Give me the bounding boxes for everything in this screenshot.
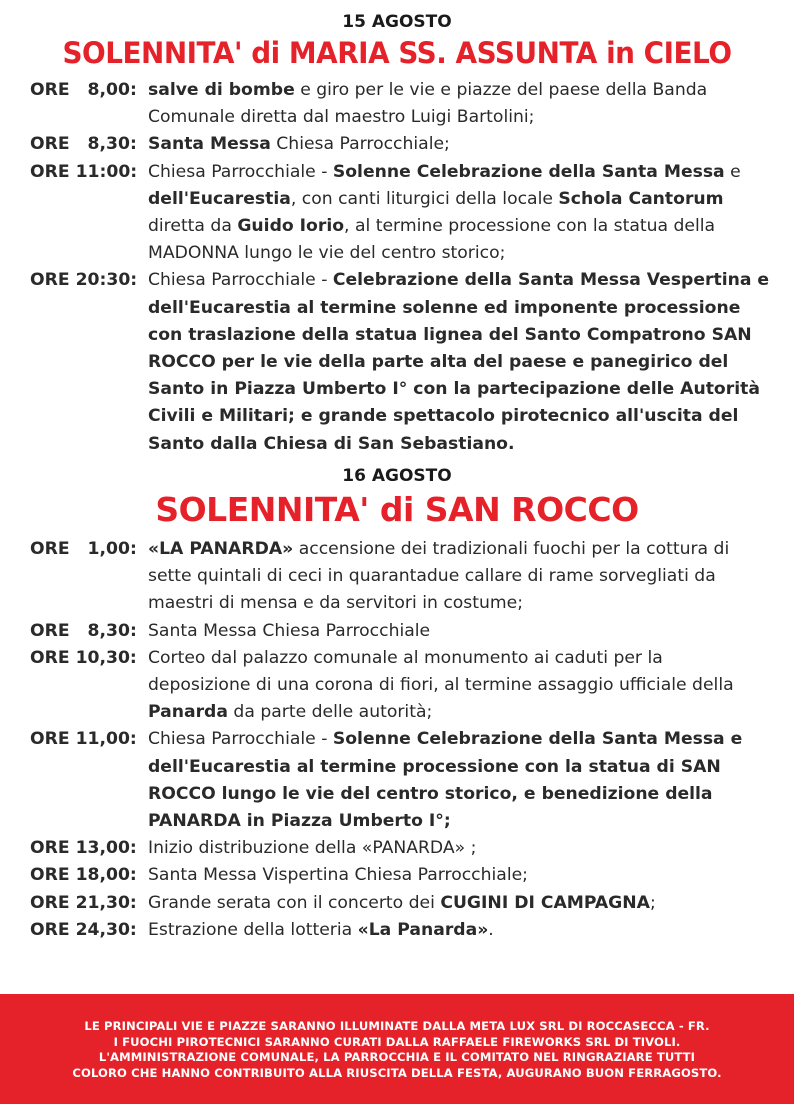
schedule-item <box>30 267 770 457</box>
description-fragment: ; <box>649 892 656 913</box>
schedule-time: ORE 20:30: <box>30 270 138 291</box>
day2-date: 16 AGOSTO <box>342 466 452 486</box>
schedule-item <box>30 835 770 862</box>
description-fragment: e giro per le vie e piazze del paese della Banda Comunale diretta dal maestro Luigi Bartolini; <box>148 80 708 128</box>
description-fragment: Santa Messa <box>148 134 271 155</box>
description-fragment: CUGINI DI CAMPAGNA <box>440 892 650 913</box>
description-fragment: Guido Iorio <box>237 216 345 237</box>
schedule-description <box>148 917 770 944</box>
description-fragment: Solenne Celebrazione della Santa Messa e dell'Eucarestia al termine processione con la statua di SAN ROCCO lungo le vie del centro storico, e benedizione della PANARDA in Piazza Umberto I°; <box>148 729 743 832</box>
day1-title: SOLENNITA' di MARIA SS. ASSUNTA in CIELO <box>62 36 732 70</box>
description-fragment: e <box>724 161 741 182</box>
description-fragment: Chiesa Parrocchiale - <box>148 270 333 291</box>
schedule-description <box>148 618 770 645</box>
description-fragment: «LA PANARDA» <box>148 539 294 559</box>
description-fragment: Grande serata con il concerto dei <box>148 892 441 913</box>
schedule-time: ORE 13,00: <box>30 838 137 859</box>
description-fragment: Inizio distribuzione della «PANARDA» ; <box>148 838 477 859</box>
schedule-description <box>148 131 770 158</box>
description-fragment: , al termine processione con la statua della MADONNA lungo le vie del centro storico; <box>148 216 716 264</box>
schedule-description <box>148 890 770 917</box>
schedule-item <box>30 726 770 835</box>
schedule-time: ORE 8,00: <box>30 80 137 100</box>
description-fragment: Santa Messa Vispertina Chiesa Parrocchiale; <box>148 865 528 886</box>
description-fragment: salve di bombe <box>148 80 295 100</box>
description-fragment: Chiesa Parrocchiale - <box>148 161 333 182</box>
schedule-item <box>30 645 770 727</box>
schedule-time: ORE 10,30: <box>30 647 137 668</box>
footer-banner <box>0 994 794 1104</box>
schedule-time: ORE 8,30: <box>30 620 137 641</box>
schedule-description <box>148 159 770 268</box>
description-fragment: Corteo dal palazzo comunale al monumento ai caduti per la deposizione di una corona di fiori, al termine assaggio ufficiale della <box>148 647 734 696</box>
schedule-item <box>30 131 770 158</box>
schedule-description <box>148 77 770 131</box>
day2-title: SOLENNITA' di SAN ROCCO <box>155 490 639 529</box>
schedule-item <box>30 862 770 889</box>
schedule-description <box>148 835 770 862</box>
description-fragment: «La Panarda» <box>357 919 489 940</box>
schedule-time: ORE 24,30: <box>30 919 137 940</box>
schedule-item <box>30 618 770 645</box>
schedule-time: ORE 1,00: <box>30 539 137 559</box>
schedule-time: ORE 8,30: <box>30 134 137 155</box>
description-fragment: dell'Eucarestia <box>148 188 291 209</box>
schedule-time: ORE 11:00: <box>30 161 138 182</box>
day1-schedule <box>30 77 770 458</box>
schedule-description <box>148 862 770 889</box>
description-fragment: Chiesa Parrocchiale - <box>148 729 333 750</box>
description-fragment: Celebrazione della Santa Messa Vespertina e dell'Eucarestia al termine solenne ed imponente processione con traslazione della statua lignea del Santo Compatrono SAN ROCCO per le vie della parte alta del paese e panegirico del Santo in Piazza Umberto I° con la partecipazione delle Autorità Civili e Militari; e grande spettacolo pirotecnico all'uscita del Santo dalla Chiesa di San Sebastiano. <box>148 270 770 454</box>
schedule-time: ORE 21,30: <box>30 892 137 913</box>
description-fragment: Panarda <box>148 702 228 723</box>
description-fragment: . <box>488 919 494 940</box>
description-fragment: Chiesa Parrocchiale; <box>270 134 450 155</box>
schedule-description <box>148 536 770 618</box>
footer-line: LE PRINCIPALI VIE E PIAZZE SARANNO ILLUMINATE DALLA META LUX SRL DI ROCCASECCA - FR. <box>84 1019 710 1033</box>
schedule-description <box>148 726 770 835</box>
description-fragment: Santa Messa Chiesa Parrocchiale <box>148 620 431 641</box>
footer-line: I FUOCHI PIROTECNICI SARANNO CURATI DALLA RAFFAELE FIREWORKS SRL DI TIVOLI. <box>113 1034 681 1049</box>
schedule-item <box>30 159 770 268</box>
description-fragment: , con canti liturgici della locale <box>290 188 559 209</box>
schedule-item <box>30 890 770 917</box>
footer-line: L'AMMINISTRAZIONE COMUNALE, LA PARROCCHIA E IL COMITATO NEL RINGRAZIARE TUTTI <box>98 1050 696 1064</box>
schedule-time: ORE 18,00: <box>30 865 137 886</box>
schedule-description <box>148 645 770 727</box>
day2-schedule <box>30 536 770 944</box>
schedule-description <box>148 267 770 457</box>
day1-date: 15 AGOSTO <box>342 12 452 32</box>
description-fragment: da parte delle autorità; <box>227 702 433 723</box>
schedule-item <box>30 77 770 131</box>
description-fragment: diretta da <box>148 216 238 237</box>
schedule-item <box>30 917 770 944</box>
description-fragment: Solenne Celebrazione della Santa Messa <box>332 161 725 182</box>
footer-line: COLORO CHE HANNO CONTRIBUITO ALLA RIUSCITA DELLA FESTA, AUGURANO BUON FERRAGOSTO. <box>72 1065 722 1080</box>
description-fragment: Estrazione della lotteria <box>148 919 358 940</box>
description-fragment: Schola Cantorum <box>558 188 724 209</box>
schedule-item <box>30 536 770 618</box>
schedule-time: ORE 11,00: <box>30 729 137 750</box>
description-fragment: accensione dei tradizionali fuochi per la cottura di sette quintali di ceci in quarantadue callare di rame sorvegliati da maestri di mensa e da servitori in costume; <box>148 539 730 614</box>
